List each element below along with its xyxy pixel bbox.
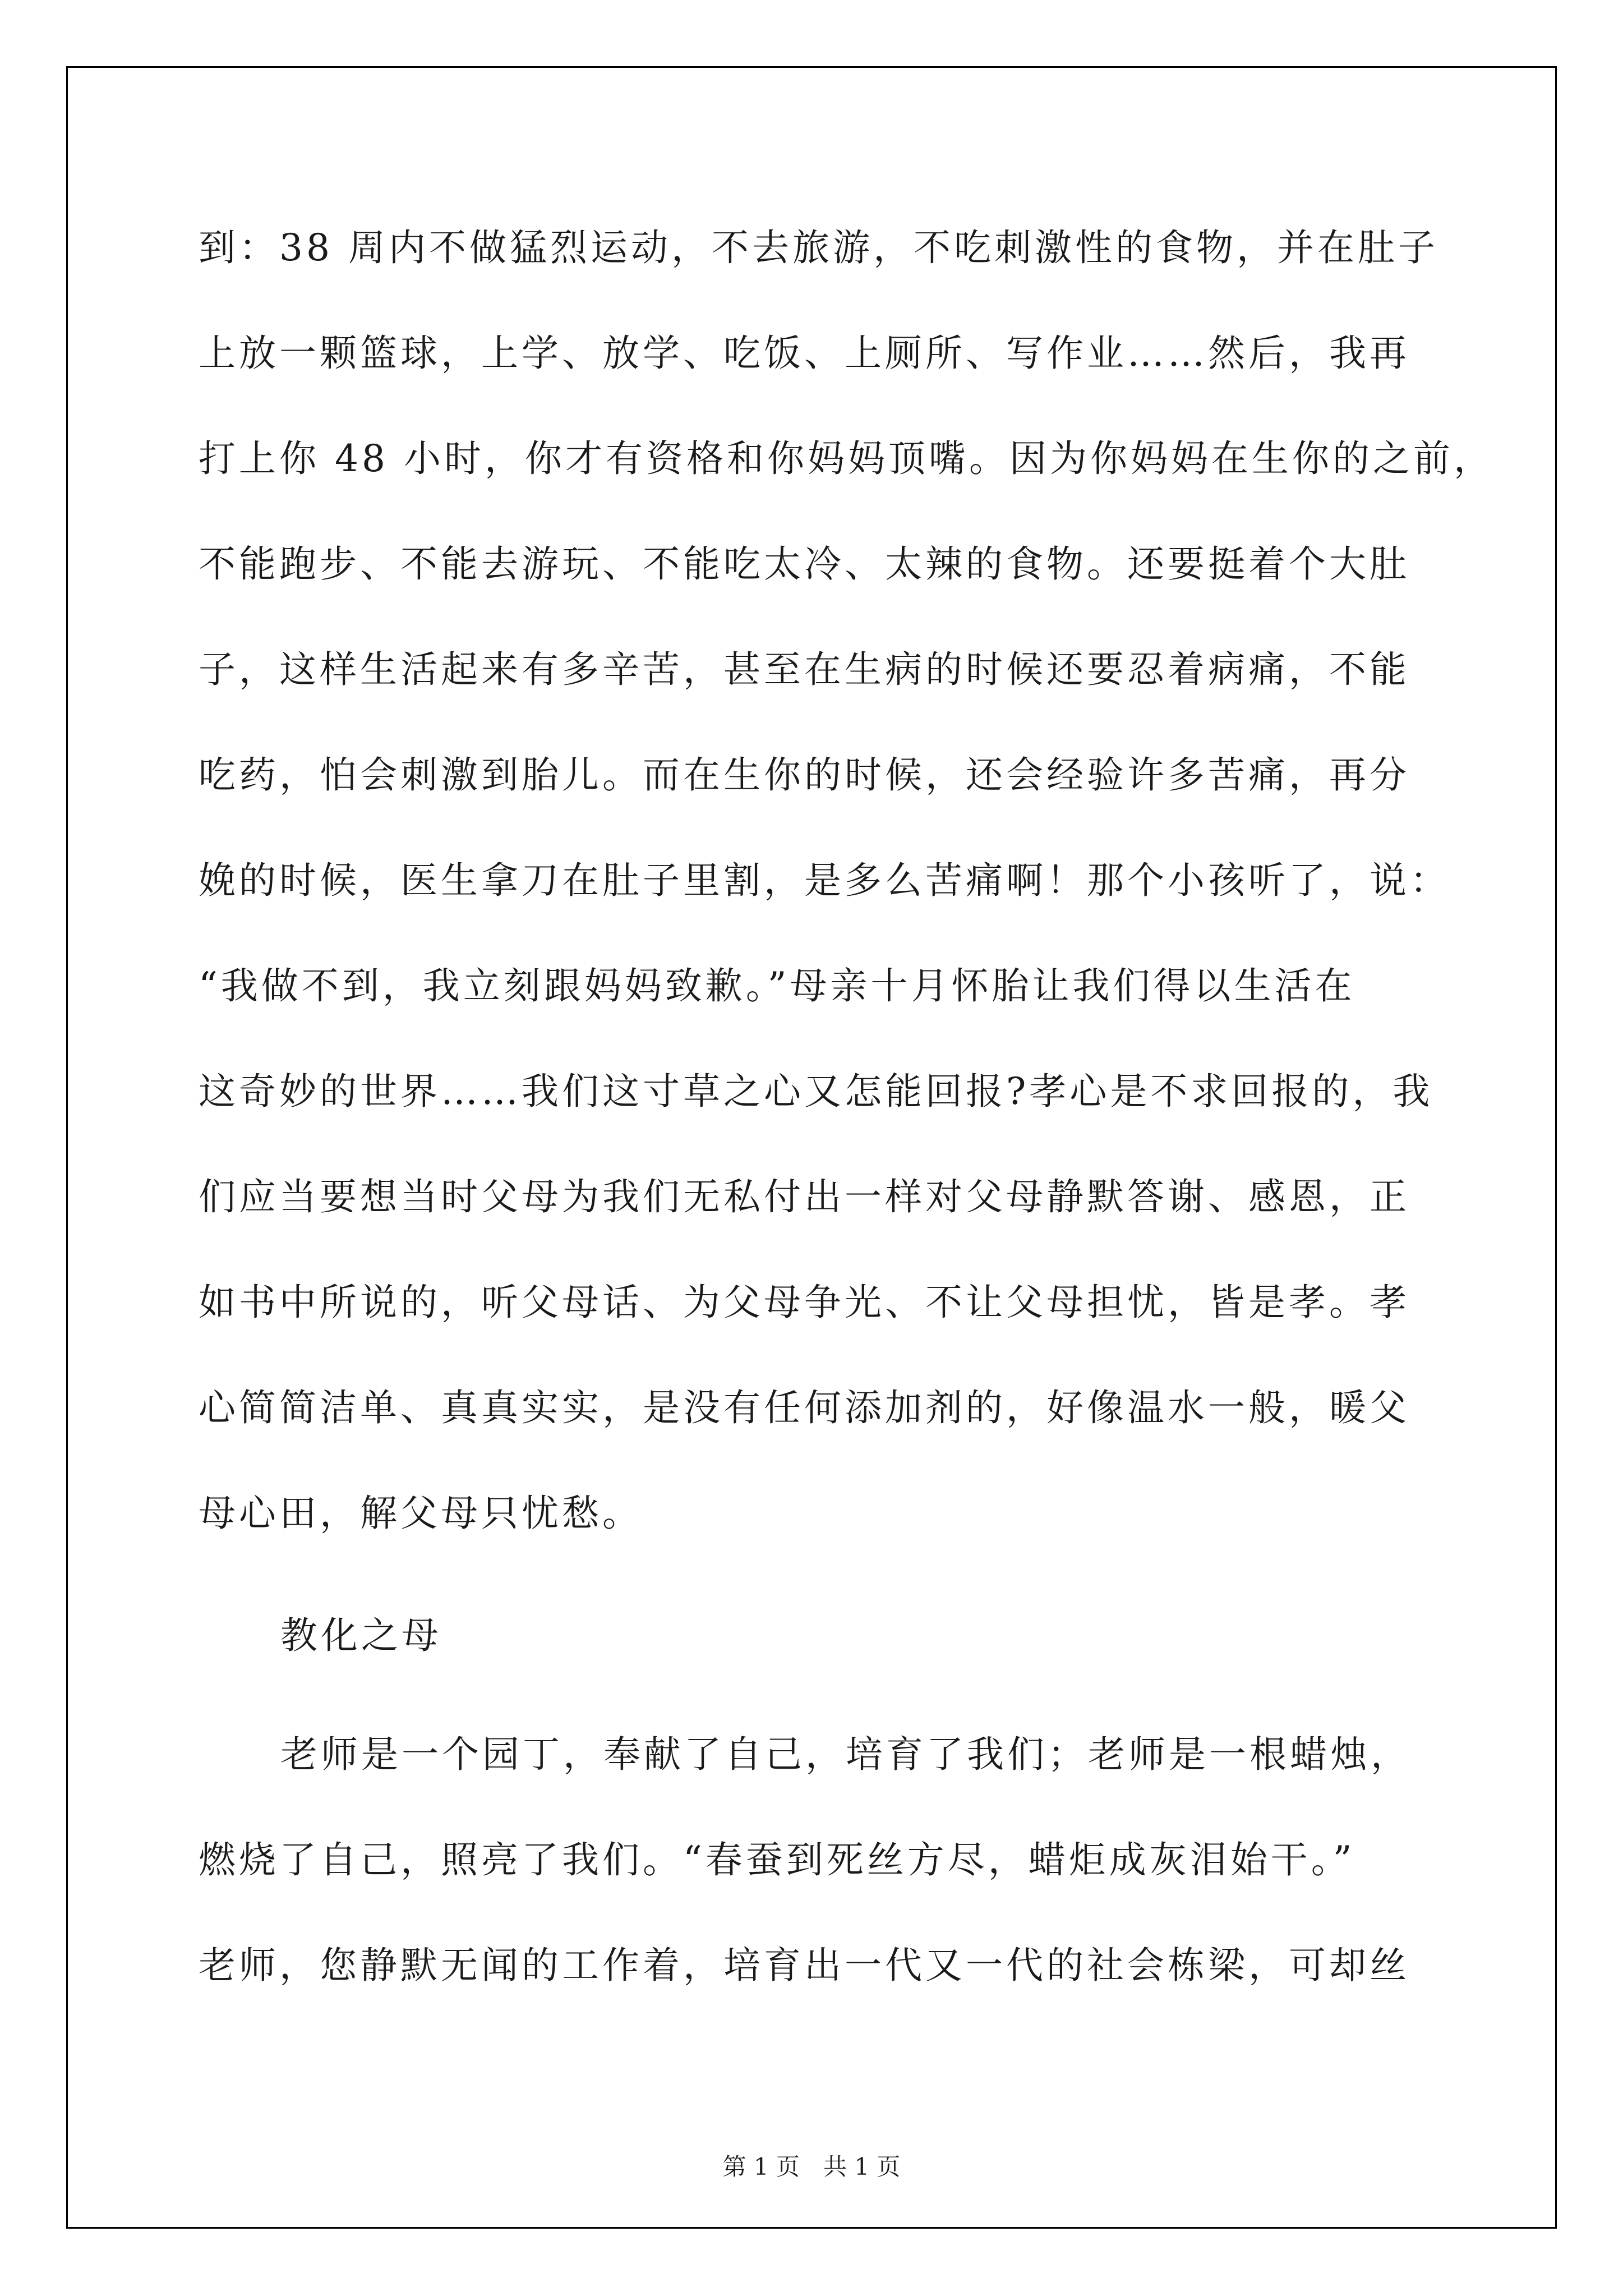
page-footer: 第 1 页 共 1 页: [722, 2153, 901, 2180]
page-border: [66, 66, 1557, 2229]
paragraph-line: 心简简洁单、真真实实，是没有任何添加剂的，好像温水一般，暖父: [199, 1386, 1410, 1429]
paragraph-line: 如书中所说的，听父母话、为父母争光、不让父母担忧，皆是孝。孝: [199, 1281, 1410, 1324]
paragraph-line: 老师是一个园丁，奉献了自己，培育了我们；老师是一根蜡烛，: [280, 1733, 1411, 1776]
paragraph-line: 母心田，解父母只忧愁。: [199, 1492, 643, 1535]
paragraph-line: 子，这样生活起来有多辛苦，甚至在生病的时候还要忍着病痛，不能: [199, 648, 1410, 691]
paragraph-line: 上放一颗篮球，上学、放学、吃饭、上厕所、写作业……然后，我再: [199, 332, 1410, 375]
paragraph-line: “我做不到，我立刻跟妈妈致歉。”母亲十月怀胎让我们得以生活在: [199, 964, 1355, 1007]
paragraph-line: 不能跑步、不能去游玩、不能吃太冷、太辣的食物。还要挺着个大肚: [199, 542, 1410, 586]
paragraph-line: 老师，您静默无闻的工作着，培育出一代又一代的社会栋梁，可却丝: [199, 1944, 1410, 1987]
section-title: 教化之母: [280, 1614, 442, 1657]
paragraph-line: 到：38 周内不做猛烈运动，不去旅游，不吃刺激性的食物，并在肚子: [199, 226, 1438, 269]
paragraph-line: 这奇妙的世界……我们这寸草之心又怎能回报?孝心是不求回报的，我: [199, 1070, 1433, 1113]
paragraph-line: 们应当要想当时父母为我们无私付出一样对父母静默答谢、感恩，正: [199, 1175, 1410, 1218]
paragraph-line: 吃药，怕会刺激到胎儿。而在生你的时候，还会经验许多苦痛，再分: [199, 753, 1410, 797]
paragraph-line: 燃烧了自己，照亮了我们。“春蚕到死丝方尽，蜡炬成灰泪始干。”: [199, 1838, 1355, 1881]
paragraph-line: 娩的时候，医生拿刀在肚子里割，是多么苦痛啊！那个小孩听了，说：: [199, 859, 1450, 902]
paragraph-line: 打上你 48 小时，你才有资格和你妈妈顶嘴。因为你妈妈在生你的之前，: [199, 437, 1494, 480]
